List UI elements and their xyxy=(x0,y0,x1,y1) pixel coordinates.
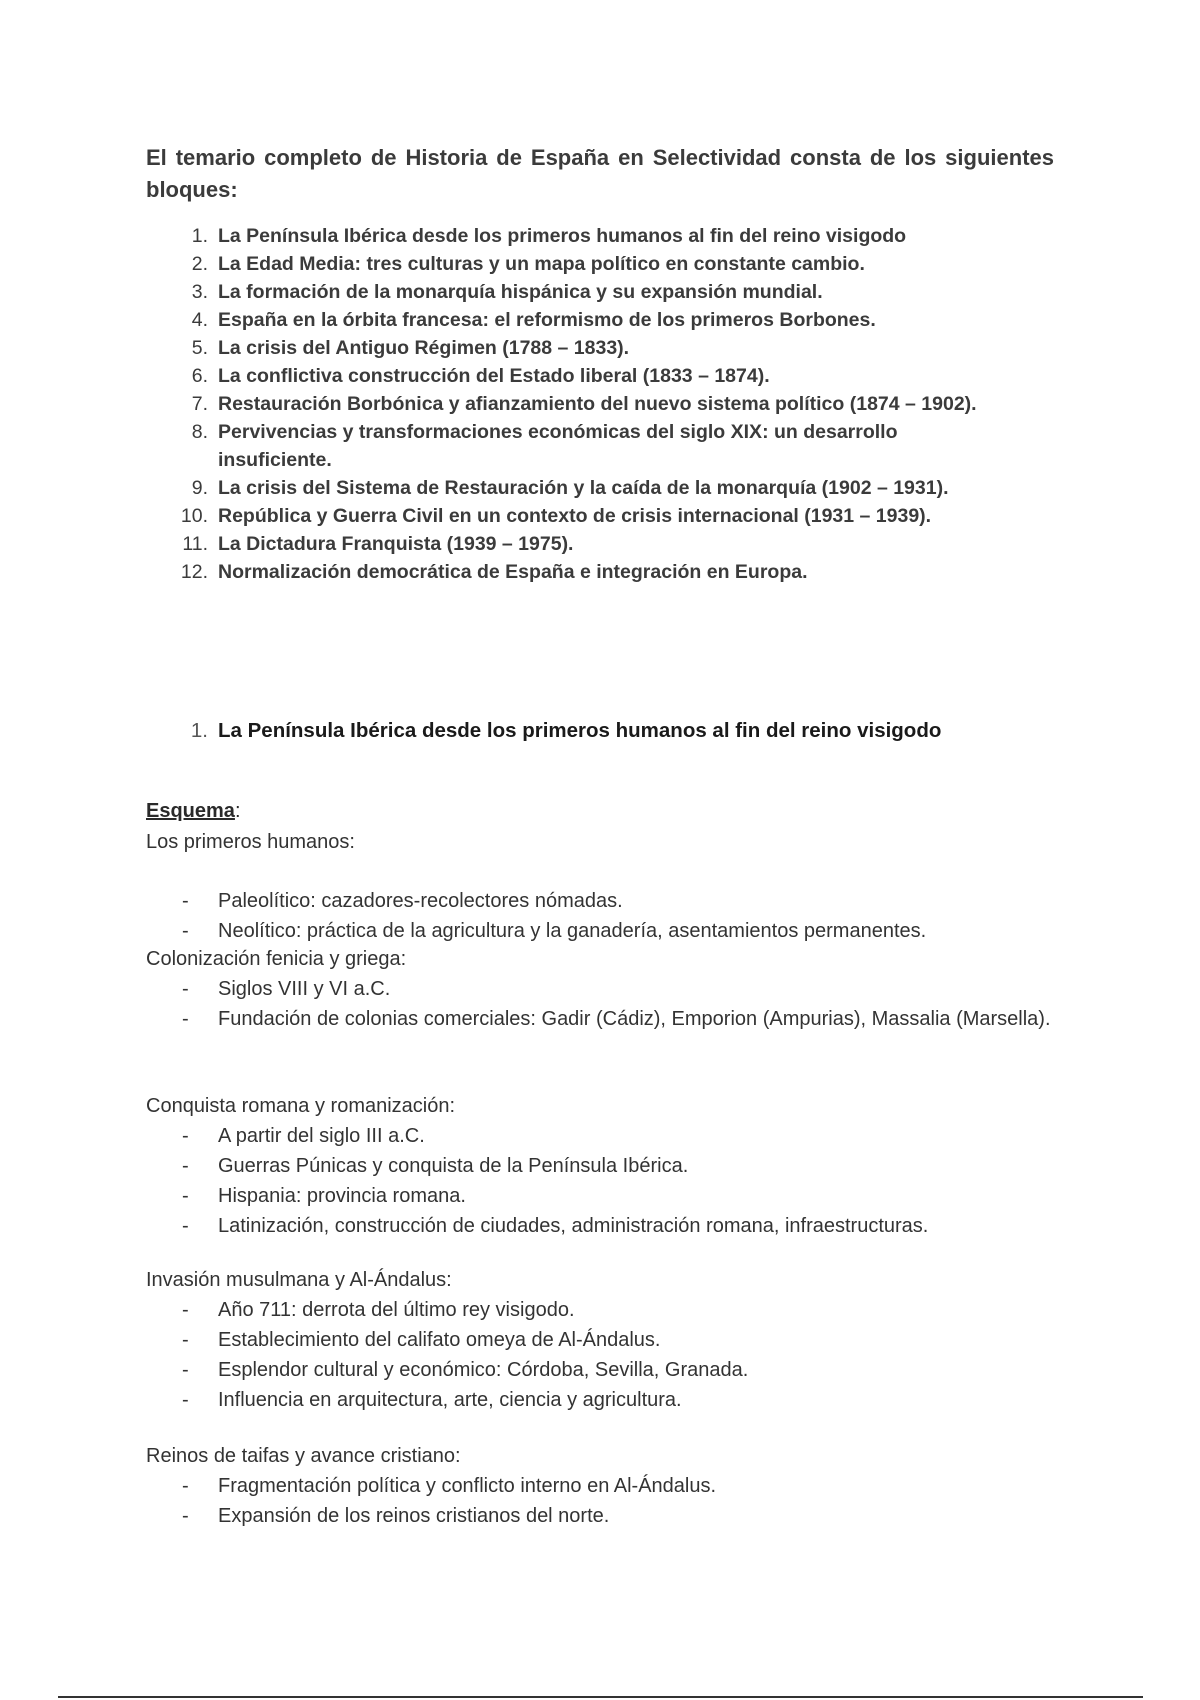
list-item-text: La Dictadura Franquista (1939 – 1975). xyxy=(218,533,574,555)
list-item xyxy=(146,278,1106,306)
list-number: 10. xyxy=(180,505,208,527)
section-title: La Península Ibérica desde los primeros humanos al fin del reino visigodo xyxy=(218,719,942,742)
bullet-text: Esplendor cultural y económico: Córdoba, Sevilla, Granada. xyxy=(218,1359,749,1381)
bullet-dash: - xyxy=(182,1389,189,1411)
esquema-heading xyxy=(146,796,241,826)
group-title: Colonización fenicia y griega: xyxy=(146,948,407,970)
list-item-text: La crisis del Antiguo Régimen (1788 – 1833). xyxy=(218,337,630,359)
bullet-item xyxy=(146,1295,1106,1325)
bullet-text: Hispania: provincia romana. xyxy=(218,1185,466,1207)
list-number: 9. xyxy=(191,477,208,499)
bullet-text: Siglos VIII y VI a.C. xyxy=(218,978,391,1000)
bullet-dash: - xyxy=(182,1505,189,1527)
bullet-item xyxy=(146,886,1106,916)
list-item xyxy=(146,334,1106,362)
list-item-text: La Península Ibérica desde los primeros humanos al fin del reino visigodo xyxy=(218,225,907,247)
blocks-list xyxy=(146,222,1106,586)
bullet-text: Guerras Púnicas y conquista de la Península Ibérica. xyxy=(218,1155,689,1177)
bullet-item xyxy=(146,1181,1106,1211)
list-item-text: La crisis del Sistema de Restauración y la caída de la monarquía (1902 – 1931). xyxy=(218,477,949,499)
list-item xyxy=(146,306,1106,334)
bullet-text: Año 711: derrota del último rey visigodo. xyxy=(218,1299,575,1321)
esquema-label: Esquema xyxy=(146,800,235,822)
outline-group xyxy=(146,827,1106,857)
bullet-dash: - xyxy=(182,1185,189,1207)
outline-group xyxy=(146,1091,1106,1241)
list-item-text: Restauración Borbónica y afianzamiento del nuevo sistema político (1874 – 1902). xyxy=(218,393,977,415)
list-item-text: La Edad Media: tres culturas y un mapa político en constante cambio. xyxy=(218,253,865,275)
list-number: 3. xyxy=(191,281,208,303)
section-heading xyxy=(146,716,1106,746)
list-item xyxy=(146,418,1106,474)
bullet-item xyxy=(146,1151,1106,1181)
list-number: 4. xyxy=(191,309,208,331)
list-number: 6. xyxy=(191,365,208,387)
list-item-text: Normalización democrática de España e integración en Europa. xyxy=(218,561,808,583)
list-number: 11. xyxy=(182,533,208,555)
bullet-dash: - xyxy=(182,978,189,1000)
list-number: 12. xyxy=(180,561,208,583)
esquema-colon: : xyxy=(234,800,241,822)
list-number: 2. xyxy=(191,253,208,275)
bullet-text: Latinización, construcción de ciudades, administración romana, infraestructuras. xyxy=(218,1215,929,1237)
bullet-item xyxy=(146,916,1106,946)
footer-rule xyxy=(58,1696,1143,1698)
bullet-item xyxy=(146,1355,1106,1385)
group-title: Los primeros humanos: xyxy=(146,831,355,853)
bullet-text: Fragmentación política y conflicto interno en Al-Ándalus. xyxy=(218,1475,717,1497)
section-number: 1. xyxy=(190,719,208,742)
list-item-text: La formación de la monarquía hispánica y su expansión mundial. xyxy=(218,281,823,303)
list-item-text: España en la órbita francesa: el reformismo de los primeros Borbones. xyxy=(218,309,876,331)
group-title: Conquista romana y romanización: xyxy=(146,1095,456,1117)
list-item xyxy=(146,474,1106,502)
bullet-item xyxy=(146,1211,1106,1241)
outline-group xyxy=(146,1441,1106,1531)
bullet-dash: - xyxy=(182,890,189,912)
group-title: Invasión musulmana y Al-Ándalus: xyxy=(146,1269,452,1291)
bullet-item xyxy=(146,1004,1106,1034)
bullet-item xyxy=(146,1471,1106,1501)
bullet-dash: - xyxy=(182,920,189,942)
list-item-text: República y Guerra Civil en un contexto de crisis internacional (1931 – 1939). xyxy=(218,505,932,527)
list-item xyxy=(146,502,1106,530)
bullet-text: Neolítico: práctica de la agricultura y la ganadería, asentamientos permanentes. xyxy=(218,920,927,942)
bullet-item xyxy=(146,1501,1106,1531)
list-item xyxy=(146,250,1106,278)
list-number: 8. xyxy=(191,421,208,443)
bullet-dash: - xyxy=(182,1155,189,1177)
outline-group xyxy=(146,1265,1106,1415)
list-number: 1. xyxy=(191,225,208,247)
bullet-item xyxy=(146,974,1106,1004)
bullet-dash: - xyxy=(182,1215,189,1237)
list-item xyxy=(146,530,1106,558)
bullet-dash: - xyxy=(182,1125,189,1147)
bullet-item xyxy=(146,1121,1106,1151)
group-title: Reinos de taifas y avance cristiano: xyxy=(146,1445,461,1467)
bullet-text: Establecimiento del califato omeya de Al-Ándalus. xyxy=(218,1329,661,1351)
list-number: 7. xyxy=(191,393,208,415)
bullet-text: Paleolítico: cazadores-recolectores nómadas. xyxy=(218,890,623,912)
list-item xyxy=(146,222,1106,250)
bullet-dash: - xyxy=(182,1359,189,1381)
outline-group-items xyxy=(146,886,1106,946)
outline-group xyxy=(146,944,1106,1034)
bullet-dash: - xyxy=(182,1329,189,1351)
list-item-text: La conflictiva construcción del Estado liberal (1833 – 1874). xyxy=(218,365,770,387)
bullet-text: Expansión de los reinos cristianos del norte. xyxy=(218,1505,610,1527)
list-item xyxy=(146,558,1106,586)
list-number: 5. xyxy=(191,337,208,359)
list-item-text: Pervivencias y transformaciones económicas del siglo XIX: un desarrollo insuficiente. xyxy=(218,421,898,471)
bullet-text: Influencia en arquitectura, arte, ciencia y agricultura. xyxy=(218,1389,682,1411)
bullet-dash: - xyxy=(182,1299,189,1321)
bullet-dash: - xyxy=(182,1008,189,1030)
intro-paragraph: El temario completo de Historia de España en Selectividad consta de los siguientes bloques: xyxy=(146,145,1054,202)
bullet-item xyxy=(146,1325,1106,1355)
bullet-dash: - xyxy=(182,1475,189,1497)
bullet-item xyxy=(146,1385,1106,1415)
list-item xyxy=(146,362,1106,390)
bullet-text: A partir del siglo III a.C. xyxy=(218,1125,425,1147)
list-item xyxy=(146,390,1106,418)
bullet-text: Fundación de colonias comerciales: Gadir (Cádiz), Emporion (Ampurias), Massalia (Marsella). xyxy=(218,1008,1051,1030)
